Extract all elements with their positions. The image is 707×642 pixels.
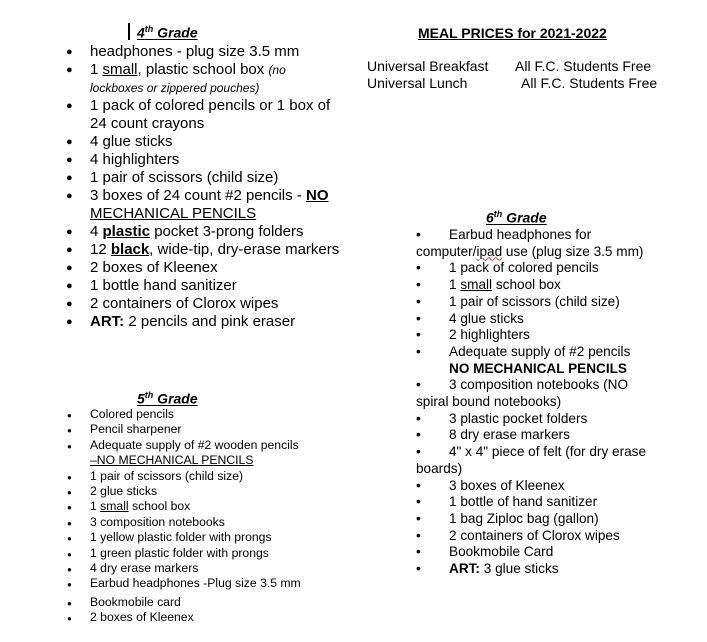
list-item: ● 2 boxes of Kleenex bbox=[90, 259, 340, 277]
grade4-supply-list bbox=[90, 43, 340, 331]
list-item: •Adequate supply of #2 pencils NO MECHANICAL PENCILS bbox=[416, 344, 676, 377]
grade4-heading: 4th Grade bbox=[137, 24, 198, 41]
list-item: •ART: 3 glue sticks bbox=[416, 561, 676, 578]
list-item: ● 2 containers of Clorox wipes bbox=[90, 295, 340, 313]
list-item: ● 2 boxes of Kleenex bbox=[90, 610, 340, 625]
list-item: ● 1 green plastic folder with prongs bbox=[90, 546, 340, 561]
list-item: ● 3 boxes of 24 count #2 pencils - NO MECHANICAL PENCILS bbox=[90, 187, 340, 223]
meal-label: Universal Breakfast bbox=[367, 58, 489, 74]
list-item: •1 pair of scissors (child size) bbox=[416, 294, 676, 311]
list-item: ● Colored pencils bbox=[90, 407, 340, 422]
list-item: •3 boxes of Kleenex bbox=[416, 478, 676, 495]
list-item: ● 1 pair of scissors (child size) bbox=[90, 469, 340, 484]
meal-label: Universal Lunch bbox=[367, 75, 468, 91]
list-item: •2 containers of Clorox wipes bbox=[416, 528, 676, 545]
list-item: ● 1 bottle hand sanitizer bbox=[90, 277, 340, 295]
meal-prices-title: MEAL PRICES for 2021-2022 bbox=[418, 25, 607, 41]
meal-value: All F.C. Students Free bbox=[521, 75, 658, 91]
list-item: ● headphones - plug size 3.5 mm bbox=[90, 43, 340, 61]
list-item: ● Earbud headphones -Plug size 3.5 mm bbox=[90, 576, 305, 591]
list-item: ● ART: 2 pencils and pink eraser bbox=[90, 313, 340, 331]
list-item: ● 1 yellow plastic folder with prongs bbox=[90, 530, 340, 545]
list-item: •4" x 4" piece of felt (for dry erase boards) bbox=[416, 444, 676, 477]
list-item: ● 1 pack of colored pencils or 1 box of 24 count crayons bbox=[90, 97, 340, 133]
meal-row-breakfast bbox=[367, 58, 667, 76]
list-item: •1 bag Ziploc bag (gallon) bbox=[416, 511, 676, 528]
list-item: •1 bottle of hand sanitizer bbox=[416, 494, 676, 511]
list-item: •Bookmobile Card bbox=[416, 544, 676, 561]
meal-row-lunch bbox=[367, 75, 667, 93]
list-item: •4 glue sticks bbox=[416, 311, 676, 328]
list-item: ● 4 glue sticks bbox=[90, 133, 340, 151]
text-cursor bbox=[128, 23, 130, 40]
list-item: •8 dry erase markers bbox=[416, 427, 676, 444]
grade5-supply-list bbox=[90, 407, 340, 626]
list-item: ● Adequate supply of #2 wooden pencils –NO MECHANICAL PENCILS bbox=[90, 438, 340, 469]
meal-value: All F.C. Students Free bbox=[515, 58, 652, 74]
list-item: ● Bookmobile card bbox=[90, 595, 340, 610]
list-item: ● 4 dry erase markers bbox=[90, 561, 340, 576]
grade6-supply-list bbox=[416, 227, 676, 578]
list-item: •2 highlighters bbox=[416, 327, 676, 344]
grade6-heading: 6th Grade bbox=[486, 209, 547, 226]
list-item: ● 1 small, plastic school box (no lockboxes or zippered pouches) bbox=[90, 61, 340, 97]
list-item: ● 1 pair of scissors (child size) bbox=[90, 169, 340, 187]
list-item: •1 small school box bbox=[416, 277, 676, 294]
list-item: •3 plastic pocket folders bbox=[416, 411, 676, 428]
list-item: ● 4 highlighters bbox=[90, 151, 340, 169]
list-item: ● Pencil sharpener bbox=[90, 422, 340, 437]
list-item: •3 composition notebooks (NO spiral bound notebooks) bbox=[416, 377, 676, 410]
list-item: ● 12 black, wide-tip, dry-erase markers bbox=[90, 241, 340, 259]
list-item: ● 4 plastic pocket 3-prong folders bbox=[90, 223, 340, 241]
list-item: ● 2 glue sticks bbox=[90, 484, 340, 499]
list-item: •1 pack of colored pencils bbox=[416, 260, 676, 277]
grade5-heading: 5th Grade bbox=[137, 390, 198, 407]
list-item: ● 1 small school box bbox=[90, 499, 340, 514]
list-item: •Earbud headphones for computer/ipad use (plug size 3.5 mm) bbox=[416, 227, 676, 260]
list-item: ● 3 composition notebooks bbox=[90, 515, 340, 530]
